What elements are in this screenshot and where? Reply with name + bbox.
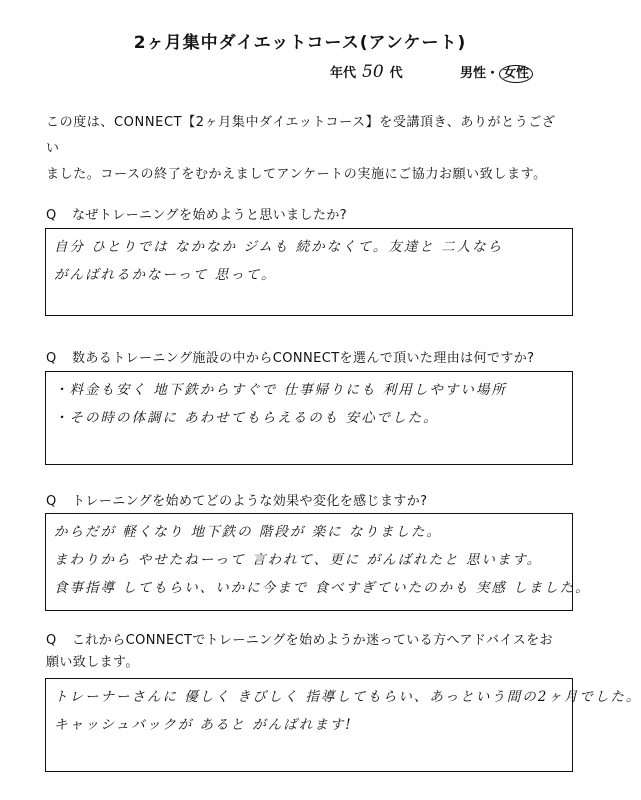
question-mark: Q — [46, 633, 57, 648]
question-4 — [46, 630, 571, 674]
answer-box-2 — [45, 371, 573, 465]
question-mark: Q — [46, 494, 57, 509]
intro-text — [46, 110, 566, 188]
gender-option-male: 男性 — [460, 66, 487, 81]
question-mark: Q — [46, 351, 57, 366]
answer-line: まわりから やせたねーって 言われて、更に がんばれたと 思います。 — [54, 552, 543, 568]
question-text: 願い致します。 — [46, 655, 139, 670]
intro-line: ました。コースの終了をむかえましてアンケートの実施にご協力お願い致します。 — [46, 167, 547, 182]
answer-line: がんばれるかなーって 思って。 — [54, 267, 277, 283]
question-text: トレーニングを始めてどのような効果や変化を感じますか? — [72, 494, 428, 509]
question-mark: Q — [46, 208, 57, 223]
answer-line: キャッシュバックが あると がんばれます! — [54, 717, 353, 733]
age-label: 年代 — [330, 66, 357, 81]
gender-separator: ・ — [486, 66, 500, 81]
answer-line: ・その時の体調に あわせてもらえるのも 安心でした。 — [54, 410, 439, 426]
answer-line: からだが 軽くなり 地下鉄の 階段が 楽に なりました。 — [54, 524, 442, 540]
intro-line: この度は、CONNECT【2ヶ月集中ダイエットコース】を受講頂き、ありがとうござい — [46, 115, 556, 156]
age-suffix: 代 — [389, 66, 403, 81]
age-value: 50 — [362, 62, 384, 82]
survey-title: 2ヶ月集中ダイエットコース(アンケート) — [133, 33, 467, 53]
gender-option-female-circled: 女性 — [499, 65, 533, 83]
question-text: 数あるトレーニング施設の中からCONNECTを選んで頂いた理由は何ですか? — [72, 351, 535, 366]
answer-line: 自分 ひとりでは なかなか ジムも 続かなくて。友達と 二人なら — [54, 239, 504, 255]
question-3 — [46, 491, 571, 513]
answer-box-1 — [45, 228, 573, 316]
question-1 — [46, 205, 571, 227]
answer-line: 食事指導 してもらい、いかに今まで 食べすぎていたのかも 実感 しました。 — [54, 580, 591, 596]
age-field — [330, 62, 440, 84]
answer-line: ・料金も安く 地下鉄からすぐで 仕事帰りにも 利用しやすい場所 — [54, 382, 507, 398]
question-text: これからCONNECTでトレーニングを始めようか迷っている方へアドバイスをお — [72, 633, 553, 648]
answer-line: トレーナーさんに 優しく きびしく 指導してもらい、あっという間の2ヶ月でした。 — [54, 689, 641, 705]
question-2 — [46, 348, 571, 370]
gender-field — [460, 62, 570, 84]
answer-box-3 — [45, 513, 591, 611]
answer-box-4 — [45, 678, 641, 772]
question-text: なぜトレーニングを始めようと思いましたか? — [72, 208, 348, 223]
